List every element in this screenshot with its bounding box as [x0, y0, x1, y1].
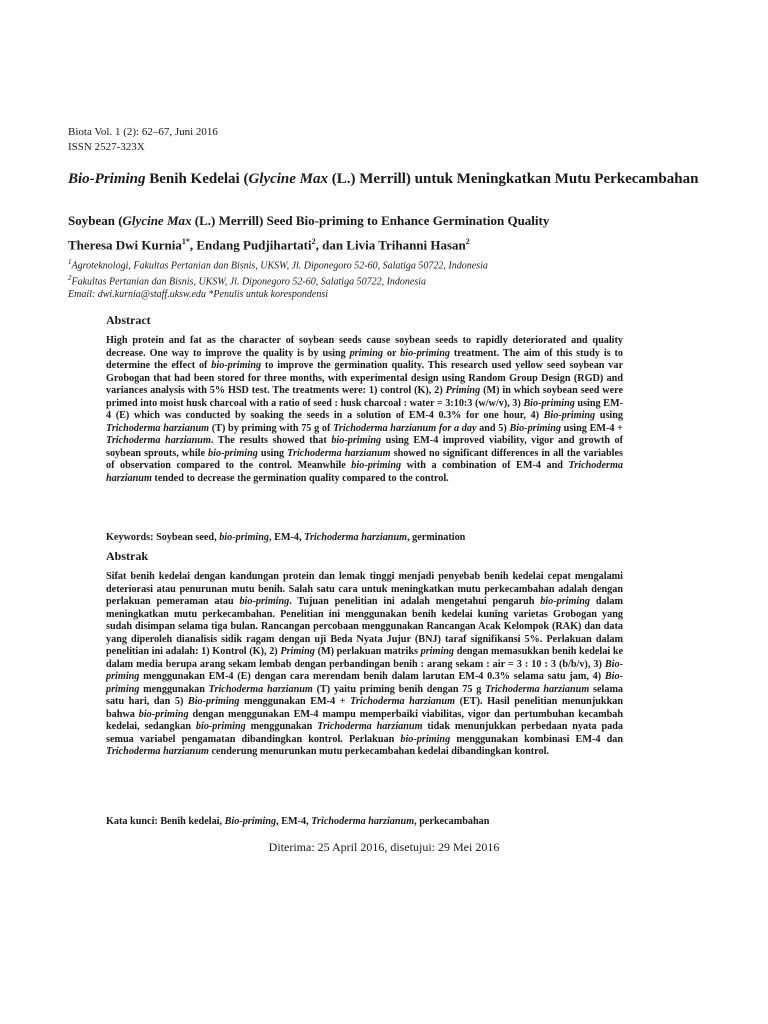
text-run: using EM-4 +	[560, 422, 623, 434]
text-run: Trichoderma harzianum	[106, 435, 211, 446]
author-3-marker: 2	[465, 237, 470, 246]
subtitle-part-2: Glycine Max	[122, 213, 192, 228]
text-run: , EM-4,	[276, 816, 312, 827]
text-run: Bio-priming	[224, 816, 277, 827]
abstract-body	[106, 335, 623, 485]
affiliations	[68, 256, 708, 301]
affiliation-1-text: Agroteknologi, Fakultas Pertanian dan Bisnis, UKSW, Jl. Diponegoro 52-60, Salatiga 50722, Indonesia	[71, 260, 488, 272]
text-run: Trichoderma harzianum	[311, 816, 415, 827]
text-run: , germination	[407, 532, 466, 543]
text-run: Trichoderma harzianum	[287, 447, 391, 459]
text-run: bio-priming	[211, 360, 262, 371]
text-run: bio-priming	[331, 435, 382, 446]
text-run: menggunakan kombinasi EM-4 dan	[450, 733, 623, 745]
affiliation-1-marker: 1	[68, 258, 72, 266]
journal-header	[68, 125, 218, 155]
text-run: (T) yaitu priming benih dengan 75 g	[312, 683, 486, 695]
abstrak-body	[106, 571, 623, 759]
text-run: bio-priming	[195, 721, 246, 732]
text-run: (ET). Hasil penelitian menunjukkan bahwa	[106, 696, 623, 720]
affiliation-1	[68, 256, 708, 272]
text-run: Trichoderma harzianum	[208, 683, 313, 695]
text-run: Priming	[280, 646, 315, 657]
text-run: priming	[420, 646, 455, 657]
text-run: bio-priming	[208, 447, 258, 459]
text-run: bio-priming	[540, 596, 591, 607]
text-run: Bio-priming	[106, 671, 623, 695]
kata-kunci-line	[106, 815, 626, 828]
text-run: treatment. The aim of this study is to determine the effect of	[106, 347, 623, 371]
text-run: Trichoderma harzianum for a day	[333, 422, 477, 434]
text-run: using EM-4 (E) which was conducted by soaking the seeds in a solution of EM-4 0.3% for one hour, 4)	[106, 397, 623, 421]
affiliation-2-marker: 2	[68, 274, 72, 283]
text-run: Trichoderma harzianum	[106, 422, 210, 434]
text-run: bio-priming	[351, 460, 402, 471]
subtitle-part-3: (L.) Merrill) Seed Bio-priming to Enhance Germination Quality	[191, 213, 550, 228]
author-2: , Endang Pudjihartati	[189, 237, 312, 253]
text-run: (M) perlakuan matriks	[314, 646, 421, 657]
text-run: Trichoderma harzianum	[485, 683, 590, 695]
text-run: or	[382, 347, 401, 359]
author-3: , dan Livia Trihanni Hasan	[315, 237, 466, 253]
title-part-2: Benih Kedelai (	[145, 171, 249, 187]
text-run: bio-priming	[219, 532, 270, 543]
text-run: Kata kunci: Benih kedelai,	[106, 816, 225, 827]
keywords-line	[106, 531, 626, 544]
text-run: priming	[349, 347, 383, 359]
abstract-heading: Abstract	[106, 313, 151, 327]
title-part-1: Bio-Priming	[68, 171, 146, 187]
text-run: menggunakan EM-4 +	[239, 696, 351, 707]
text-run: Bio-priming	[187, 696, 240, 707]
text-run: High protein and fat as the character of soybean seeds cause soybean seeds to rapidly deteriorated and quality decrease. One way to improve the quality is by using	[106, 335, 623, 359]
text-run: bio-priming	[138, 708, 189, 720]
affiliation-2	[68, 272, 708, 288]
text-run: Keywords: Soybean seed,	[106, 532, 220, 543]
text-run: (M) in which soybean seed were primed into moist husk charcoal with a ratio of seed : husk charcoal : water = 3:10:3 (w/w/v), 3)	[106, 385, 624, 409]
text-run: Trichoderma harzianum	[106, 746, 209, 757]
text-run: menggunakan	[139, 683, 209, 695]
text-run: Bio-priming	[106, 658, 623, 682]
text-run: with a combination of EM-4 and	[401, 460, 569, 471]
text-run: Bio-priming	[509, 422, 561, 434]
text-run: bio-priming	[400, 347, 450, 359]
title-part-4: (L.) Merrill) untuk Meningkatkan Mutu Perkecambahan	[328, 171, 699, 187]
affiliation-2-text: Fakultas Pertanian dan Bisnis, UKSW, Jl. Diponegoro 52-60, Salatiga 50722, Indonesia	[71, 276, 427, 288]
text-run: using	[257, 447, 288, 459]
text-run: menggunakan EM-4 (E) dengan cara merendam benih dalam larutan EM-4 0.3% selama satu jam, 4)	[139, 671, 605, 682]
text-run: tended to decrease the germination quality compared to the control.	[151, 472, 449, 484]
journal-citation: Biota Vol. 1 (2): 62–67, Juni 2016	[68, 126, 218, 138]
author-2-marker: 2	[311, 237, 316, 246]
text-run: bio-priming	[239, 596, 290, 607]
subtitle-part-1: Soybean (	[68, 213, 123, 228]
text-run: , EM-4,	[269, 532, 305, 543]
text-run: . The results showed that	[210, 435, 332, 446]
text-run: Trichoderma harzianum	[304, 532, 408, 543]
text-run: tidak menunjukkan perbedaan nyata pada semua variabel pengamatan dibandingkan kontrol. Perlakuan	[106, 721, 624, 745]
text-run: Bio-priming	[543, 410, 596, 421]
text-run: Priming	[445, 385, 481, 396]
text-run: Sifat benih kedelai dengan kandungan protein dan lemak tinggi menjadi penyebab benih kedelai cepat mengalami deteriorasi atau penurunan mutu benih. Salah satu cara untuk meningkatkan mutu perkecambahan adalah dengan perlakuan pemeraman atau	[106, 571, 623, 607]
text-run: Trichoderma harzianum	[350, 696, 456, 707]
title-part-3: Glycine Max	[248, 171, 329, 187]
paper-subtitle	[68, 212, 708, 229]
text-run: dalam meningkatkan mutu perkecambahan. Penelitian ini menggunakan benih kedelai kuning varietas Grobogan yang sudah disimpan selama tiga bulan. Rancangan percobaan menggunakan Rancangan Acak Kelompok (RAK) dan data yang diperoleh dianalisis sidik ragam dengan uji Beda Nyata Jujur (BNJ) taraf signifikansi 5%. Perlakuan dalam penelitian ini adalah: 1) Kontrol (K), 2)	[106, 596, 624, 657]
text-run: Bio-priming	[523, 397, 575, 409]
author-list	[68, 233, 708, 253]
text-run: dengan menggunakan EM-4 mampu memperbaiki viabilitas, vigor dan pertumbuhan kecambah kedelai, sedangkan	[106, 708, 623, 732]
text-run: Trichoderma harzianum	[317, 721, 423, 732]
text-run: and 5)	[476, 422, 510, 434]
author-1: Theresa Dwi Kurnia	[68, 237, 182, 253]
text-run: selama satu hari, dan 5)	[106, 683, 624, 707]
text-run: cenderung menurunkan mutu perkecambahan kedelai dibandingkan kontrol.	[208, 746, 549, 757]
text-run: . Tujuan penelitian ini adalah mengetahui pengaruh	[289, 596, 541, 607]
text-run: to improve the germination quality. This research used yellow seed soybean var Grobogan that had been stored for three months, with experimental design using Random Group Design (RGD) and variances analysis with 5% HSD test. The treatments were: 1) control (K), 2)	[106, 360, 623, 396]
text-run: (T) by priming with 75 g of	[209, 422, 334, 434]
author-1-marker: 1*	[181, 237, 190, 246]
text-run: , perkecambahan	[414, 816, 490, 827]
text-run: menggunakan	[245, 721, 318, 732]
paper-title	[68, 170, 708, 189]
text-run: dengan memasukkan benih kedelai ke dalam media berupa arang sekam lembab dengan perbandingan benih : arang sekam : air = 3 : 10 : 3 (b/b/v), 3)	[106, 646, 624, 670]
text-run: using	[595, 410, 623, 421]
text-run: using EM-4 improved viability, vigor and growth of soybean sprouts, while	[106, 435, 623, 459]
text-run: Trichoderma harzianum	[106, 460, 623, 484]
issn: ISSN 2527-323X	[68, 141, 145, 153]
text-run: showed no significant differences in all the variables of observation compared to the control. Meanwhile	[106, 447, 623, 471]
abstrak-heading: Abstrak	[106, 549, 149, 563]
corresponding-email: Email: dwi.kurnia@staff.uksw.edu *Penulis untuk korespondensi	[68, 288, 329, 300]
text-run: bio-priming	[400, 733, 451, 745]
received-accepted-dates: Diterima: 25 April 2016, disetujui: 29 Mei 2016	[268, 840, 500, 854]
